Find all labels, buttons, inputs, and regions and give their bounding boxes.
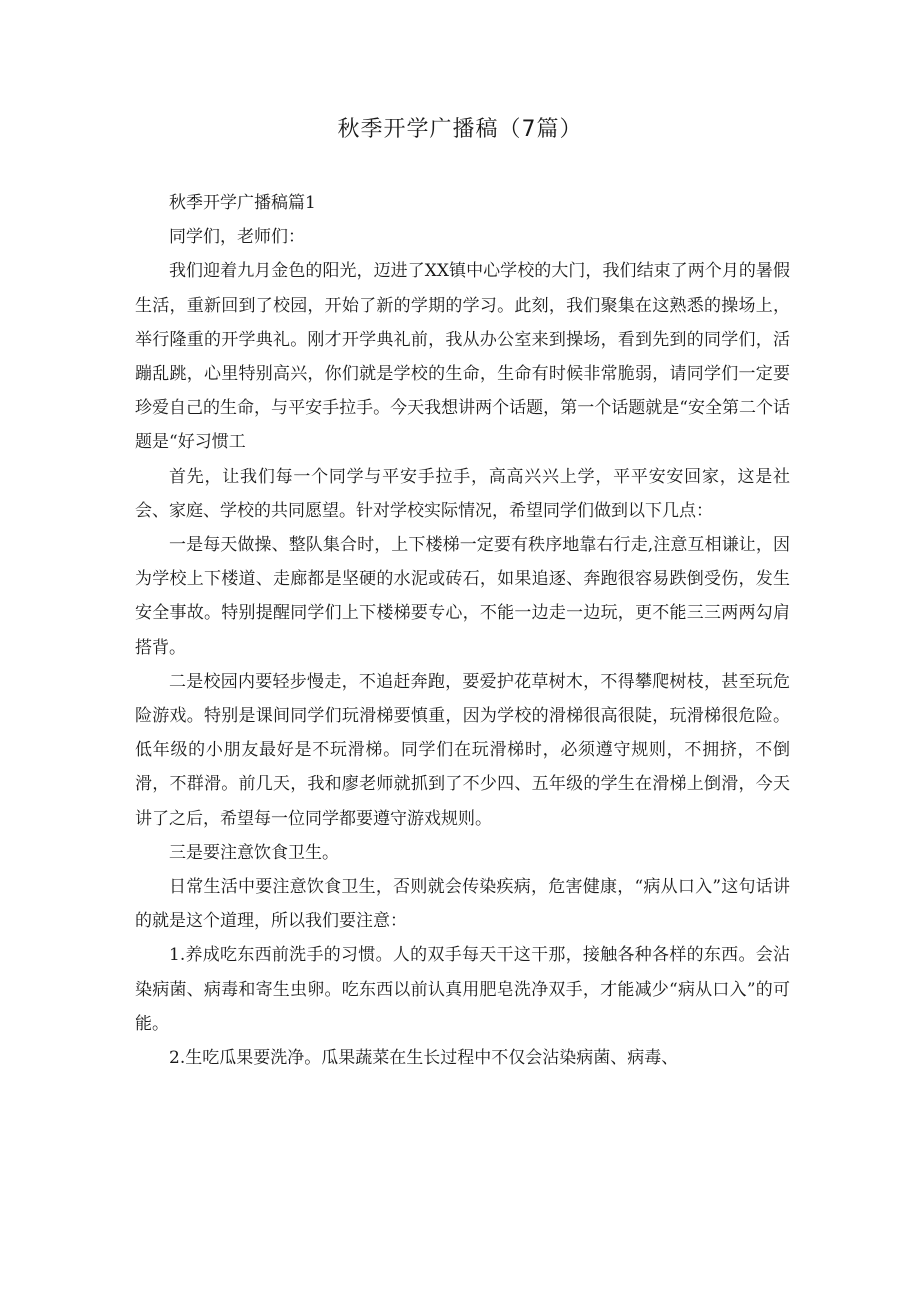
section-heading: 秋季开学广播稿篇1 [169,193,316,213]
paragraph: 我们迎着九月金色的阳光，迈进了XX镇中心学校的大门，我们结束了两个月的暑假生活，重新回到了校园，开始了新的学期的学习。此刻，我们聚集在这熟悉的操场上，举行隆重的开学典礼。刚才开学典礼前，我从办公室来到操场，看到先到的同学们，活蹦乱跳，心里特别高兴，你们就是学校的生命，生命有时候非常脆弱，请同学们一定要珍爱自己的生命，与平安手拉手。今天我想讲两个话题，第一个话题就是“安全第二个话题是“好习惯工 [135,261,790,453]
paragraph: 1.养成吃东西前洗手的习惯。人的双手每天干这干那，接触各种各样的东西。会沾染病菌、病毒和寄生虫卵。吃东西以前认真用肥皂洗净双手，才能减少“病从口入”的可能。 [135,945,790,1034]
paragraph: 2.生吃瓜果要洗净。瓜果蔬菜在生长过程中不仅会沾染病菌、病毒、 [169,1048,679,1069]
salutation: 同学们，老师们： [169,227,305,248]
paragraph: 一是每天做操、整队集合时，上下楼梯一定要有秩序地靠右行走,注意互相谦让，因为学校上下楼道、走廊都是坚硬的水泥或砖石，如果追逐、奔跑很容易跌倒受伤，发生安全事故。特别提醒同学们上下楼梯要专心，不能一边走一边玩，更不能三三两两勾肩搭背。 [135,535,790,658]
paragraph: 日常生活中要注意饮食卫生，否则就会传染疾病，危害健康，“病从口入”这句话讲的就是这个道理，所以我们要注意： [135,877,790,932]
document-title: 秋季开学广播稿（7篇） [337,117,583,142]
paragraph: 首先，让我们每一个同学与平安手拉手，高高兴兴上学，平平安安回家，这是社会、家庭、学校的共同愿望。针对学校实际情况，希望同学们做到以下几点： [135,466,790,521]
paragraph: 二是校园内要轻步慢走，不追赶奔跑，要爱护花草树木，不得攀爬树枝，甚至玩危险游戏。特别是课间同学们玩滑梯要慎重，因为学校的滑梯很高很陡，玩滑梯很危险。低年级的小朋友最好是不玩滑梯。同学们在玩滑梯时，必须遵守规则，不拥挤，不倒滑，不群滑。前几天，我和廖老师就抓到了不少四、五年级的学生在滑梯上倒滑，今天讲了之后，希望每一位同学都要遵守游戏规则。 [135,671,790,829]
paragraph: 三是要注意饮食卫生。 [169,842,339,863]
document-body [135,186,790,1075]
